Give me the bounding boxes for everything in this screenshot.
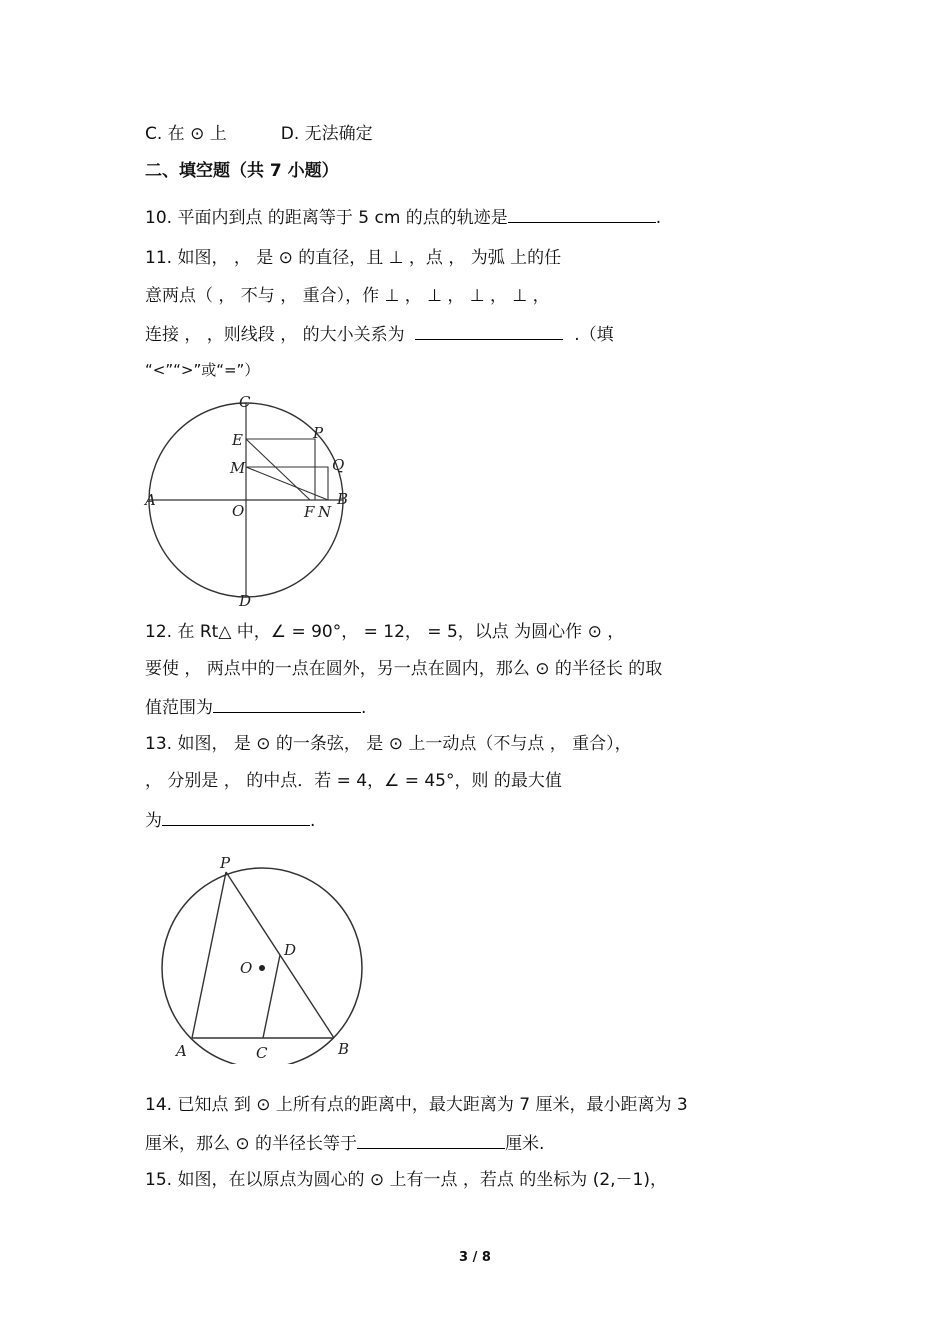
q14-line1: 14. 已知点 到 ⊙ 上所有点的距离中，最大距离为 7 厘米，最小距离为 3 — [145, 1095, 688, 1115]
q10-answer-blank[interactable] — [508, 204, 656, 223]
q12-line3-text: 值范围为 — [145, 698, 213, 718]
label-d: D — [239, 592, 252, 610]
q12-line3 — [145, 694, 366, 720]
q13-line1: 13. 如图， 是 ⊙ 的一条弦， 是 ⊙ 上一动点（不与点 ， 重合）， — [145, 734, 632, 754]
q12-line1: 12. 在 Rt△ 中，∠ = 90°， = 12， = 5，以点 为圆心作 ⊙ ， — [145, 622, 625, 642]
q9-option-c: C. 在 ⊙ 上 — [145, 124, 227, 144]
q13-answer-blank[interactable] — [162, 807, 310, 826]
q9-options — [145, 122, 373, 146]
q11-line1: 11. 如图， ， 是 ⊙ 的直径，且 ⊥ ，点 ， 为弧 上的任 — [145, 248, 562, 268]
q11-figure — [138, 388, 358, 610]
q10-text: 10. 平面内到点 的距离等于 5 cm 的点的轨迹是 — [145, 208, 508, 228]
q11-line3-text: 连接 ， ，则线段 ， 的大小关系为 — [145, 325, 405, 345]
segment-ef — [246, 439, 310, 500]
label-d: D — [284, 941, 297, 959]
q10 — [145, 204, 661, 230]
q13-line2: ， 分别是 ， 的中点．若 = 4，∠ = 45°，则 的最大值 — [145, 771, 562, 791]
segment-mn — [246, 467, 328, 500]
label-p: P — [313, 424, 324, 442]
q13-figure — [150, 848, 370, 1064]
label-m: M — [230, 459, 246, 477]
label-n: N — [318, 503, 332, 521]
page-number: 3 / 8 — [459, 1250, 491, 1265]
segment-cd — [263, 955, 280, 1038]
section-title: 二、填空题（共 7 小题） — [145, 161, 339, 181]
label-a: A — [145, 491, 156, 509]
label-c: C — [256, 1044, 268, 1062]
label-o: O — [232, 502, 245, 520]
q12-line2: 要使 ， 两点中的一点在圆外，另一点在圆内，那么 ⊙ 的半径长 的取 — [145, 659, 663, 679]
q14-unit: 厘米. — [505, 1134, 545, 1154]
q15-line1: 15. 如图，在以原点为圆心的 ⊙ 上有一点 ，若点 的坐标为 (2,－1)， — [145, 1170, 668, 1190]
label-b: B — [338, 1040, 350, 1058]
q14-line2-text: 厘米，那么 ⊙ 的半径长等于 — [145, 1134, 358, 1154]
segment-pa — [192, 872, 226, 1038]
q11-line3 — [145, 321, 614, 347]
q9-option-d: D. 无法确定 — [280, 124, 373, 144]
label-a: A — [176, 1042, 187, 1060]
q13-line3 — [145, 807, 315, 833]
q11-line4: “<”“>”或“=”） — [145, 361, 260, 379]
center-point — [259, 965, 265, 971]
label-f: F — [304, 503, 315, 521]
q13-period: . — [310, 811, 316, 831]
label-p: P — [220, 854, 231, 872]
q11-line2: 意两点（ ， 不与 ， 重合），作 ⊥ ， ⊥ ， ⊥ ， ⊥ ， — [145, 286, 550, 306]
label-q: Q — [332, 456, 345, 474]
label-o: O — [240, 959, 253, 977]
q11-answer-blank[interactable] — [415, 321, 563, 340]
q14-line2 — [145, 1130, 544, 1156]
q12-answer-blank[interactable] — [213, 694, 361, 713]
q13-line3-text: 为 — [145, 811, 162, 831]
label-b: B — [337, 490, 349, 508]
q11-line3-tail: .（填 — [574, 325, 614, 345]
q12-period: . — [361, 698, 367, 718]
label-e: E — [232, 431, 243, 449]
q14-answer-blank[interactable] — [357, 1130, 505, 1149]
q10-period: . — [655, 208, 662, 228]
label-c: C — [239, 393, 251, 411]
